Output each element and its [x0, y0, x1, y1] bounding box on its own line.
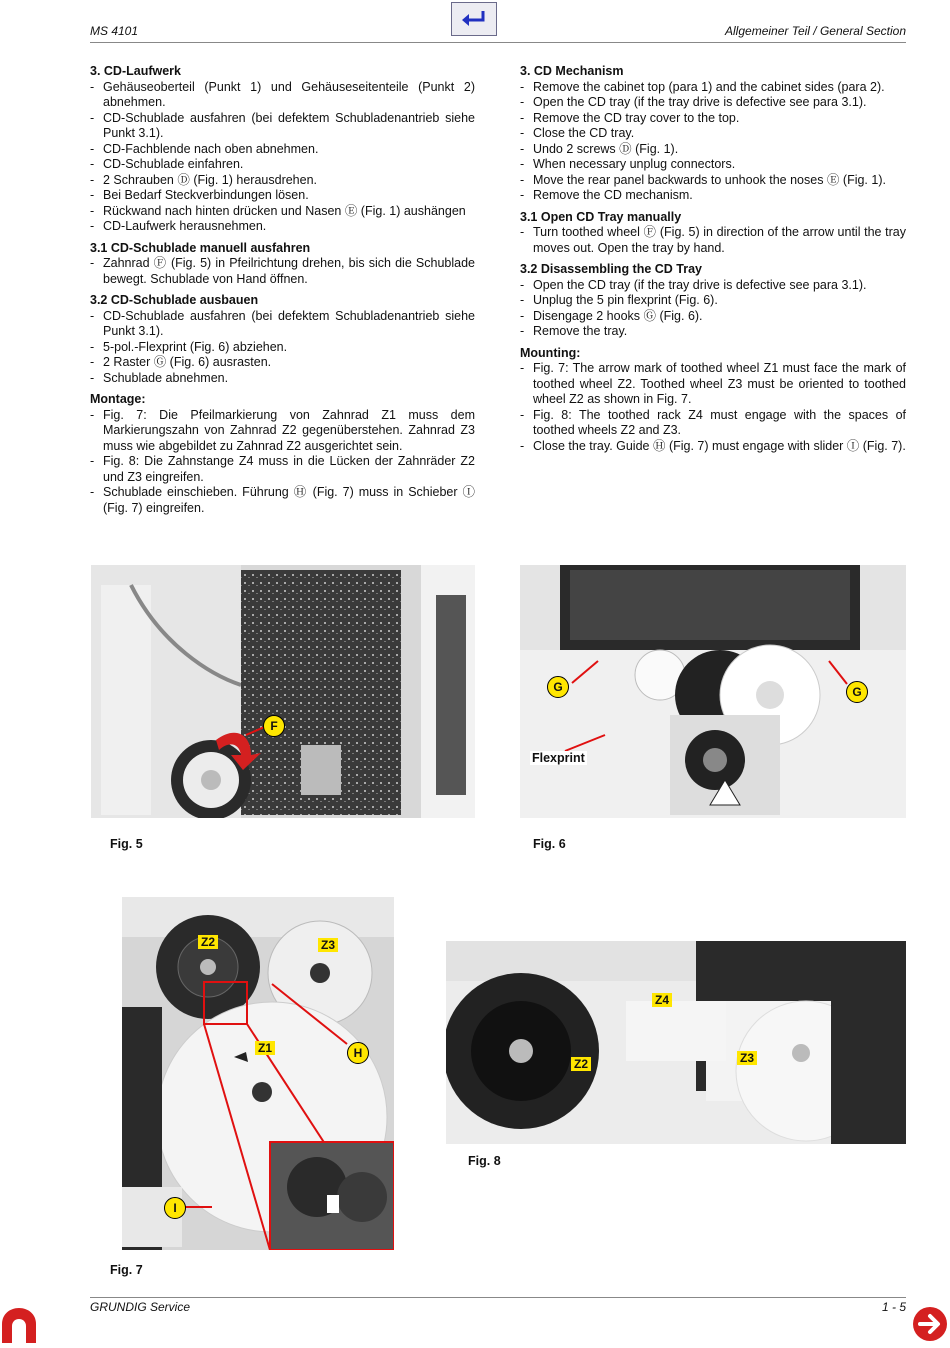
callout-h-label: H — [353, 1046, 363, 1060]
list-item: - Zahnrad Ⓕ (Fig. 5) in Pfeilrichtung drehen, bis sich die Schublade bewegt. Schublade von Hand öffnen. — [90, 256, 475, 287]
label-z3: Z3 — [737, 1051, 757, 1065]
de-heading-montage: Montage: — [90, 392, 146, 406]
label-z2: Z2 — [198, 935, 218, 949]
next-arrow-icon[interactable] — [912, 1306, 948, 1342]
de-list-4 — [90, 408, 475, 517]
de-heading-3-1: 3.1 CD-Schublade manuell ausfahren — [90, 240, 311, 255]
callout-g-left-label: G — [553, 680, 563, 694]
callout-g-right-label: G — [852, 685, 862, 699]
list-item: - Undo 2 screws Ⓓ (Fig. 1). — [520, 142, 906, 158]
header-section: Allgemeiner Teil / General Section — [725, 24, 906, 38]
list-item: - CD-Schublade ausfahren (bei defektem Schubladenantrieb siehe Punkt 3.1). — [90, 111, 475, 142]
en-heading-3-1: 3.1 Open CD Tray manually — [520, 209, 682, 224]
callout-g-right — [846, 681, 868, 703]
en-list-4 — [520, 361, 906, 454]
list-item: - 2 Schrauben Ⓓ (Fig. 1) herausdrehen. — [90, 173, 475, 189]
list-item: - Remove the cabinet top (para 1) and the cabinet sides (para 2). — [520, 80, 906, 96]
list-item: - Bei Bedarf Steckverbindungen lösen. — [90, 188, 475, 204]
list-item: - CD-Laufwerk herausnehmen. — [90, 219, 475, 235]
callout-g-left — [547, 676, 569, 698]
list-item: - CD-Schublade ausfahren (bei defektem Schubladenantrieb siehe Punkt 3.1). — [90, 309, 475, 340]
en-heading-cd-mechanism: 3. CD Mechanism — [520, 64, 624, 78]
de-list-3 — [90, 309, 475, 387]
label-z1: Z1 — [255, 1041, 275, 1055]
label-z3: Z3 — [318, 938, 338, 952]
de-heading-3-2: 3.2 CD-Schublade ausbauen — [90, 293, 259, 307]
list-item: - Fig. 8: The toothed rack Z4 must engage with the spaces of toothed wheels Z2 and Z3. — [520, 408, 906, 439]
de-list-1 — [90, 80, 475, 235]
fig8-photo — [446, 941, 906, 1144]
de-heading-cd-laufwerk: 3. CD-Laufwerk — [90, 64, 181, 78]
label-z4: Z4 — [652, 993, 672, 1007]
callout-f — [263, 715, 285, 737]
list-item: - Schublade abnehmen. — [90, 371, 475, 387]
fig8-caption: Fig. 8 — [468, 1154, 501, 1168]
callout-i — [164, 1197, 186, 1219]
footer-divider — [90, 1297, 906, 1298]
list-item: - Open the CD tray (if the tray drive is defective see para 3.1). — [520, 95, 906, 111]
de-list-2 — [90, 256, 475, 287]
list-item: - Unplug the 5 pin flexprint (Fig. 6). — [520, 293, 906, 309]
list-item: - Fig. 7: The arrow mark of toothed wheel Z1 must face the mark of toothed wheel Z2. Toothed wheel Z3 must be oriented to toothed wheel Z2 as shown in Fig. 7. — [520, 361, 906, 408]
list-item: - 2 Raster Ⓖ (Fig. 6) ausrasten. — [90, 355, 475, 371]
header-divider — [90, 42, 906, 43]
list-item: - Rückwand nach hinten drücken und Nasen Ⓔ (Fig. 1) aushängen — [90, 204, 475, 220]
german-column — [90, 64, 475, 516]
list-item: - Remove the CD mechanism. — [520, 188, 906, 204]
fig6-photo — [520, 565, 906, 818]
list-item: - Move the rear panel backwards to unhook the noses Ⓔ (Fig. 1). — [520, 173, 906, 189]
fig7-photo — [122, 897, 394, 1250]
back-button[interactable] — [451, 2, 497, 36]
list-item: - Remove the CD tray cover to the top. — [520, 111, 906, 127]
en-heading-mounting: Mounting: — [520, 345, 581, 360]
return-arrow-icon — [459, 8, 489, 30]
flexprint-label: Flexprint — [532, 751, 585, 765]
fig5-photo — [91, 565, 475, 818]
list-item: - Close the CD tray. — [520, 126, 906, 142]
list-item: - Fig. 7: Die Pfeilmarkierung von Zahnrad Z1 muss dem Markierungszahn von Zahnrad Z2 gegenüberstehen. Zahnrad Z3 muss wie abgebildet zu Zahnrad Z2 ausgerichtet sein. — [90, 408, 475, 455]
list-item: - Remove the tray. — [520, 324, 906, 340]
callout-i-label: I — [173, 1201, 177, 1215]
fig7-caption: Fig. 7 — [110, 1263, 143, 1277]
list-item: - 5-pol.-Flexprint (Fig. 6) abziehen. — [90, 340, 475, 356]
list-item: - Gehäuseoberteil (Punkt 1) und Gehäuseseitenteile (Punkt 2) abnehmen. — [90, 80, 475, 111]
english-column — [520, 64, 906, 454]
list-item: - Disengage 2 hooks Ⓖ (Fig. 6). — [520, 309, 906, 325]
fig5-caption: Fig. 5 — [110, 837, 143, 851]
list-item: - Close the tray. Guide Ⓗ (Fig. 7) must engage with slider Ⓘ (Fig. 7). — [520, 439, 906, 455]
list-item: - CD-Schublade einfahren. — [90, 157, 475, 173]
list-item: - Fig. 8: Die Zahnstange Z4 muss in die Lücken der Zahnräder Z2 und Z3 eingreifen. — [90, 454, 475, 485]
en-list-1 — [520, 80, 906, 204]
list-item: - CD-Fachblende nach oben abnehmen. — [90, 142, 475, 158]
prev-arrow-icon[interactable] — [0, 1306, 38, 1343]
callout-h — [347, 1042, 369, 1064]
fig6-caption: Fig. 6 — [533, 837, 566, 851]
header-model: MS 4101 — [90, 24, 139, 38]
list-item: - Open the CD tray (if the tray drive is defective see para 3.1). — [520, 278, 906, 294]
list-item: - Schublade einschieben. Führung Ⓗ (Fig. 7) muss in Schieber Ⓘ (Fig. 7) eingreifen. — [90, 485, 475, 516]
label-z2: Z2 — [571, 1057, 591, 1071]
list-item: - Turn toothed wheel Ⓕ (Fig. 5) in direction of the arrow until the tray moves out. Open the tray by hand. — [520, 225, 906, 256]
en-list-2 — [520, 225, 906, 256]
page-number: 1 - 5 — [881, 1300, 906, 1314]
en-heading-3-2: 3.2 Disassembling the CD Tray — [520, 262, 703, 276]
list-item: - When necessary unplug connectors. — [520, 157, 906, 173]
footer-brand: GRUNDIG Service — [90, 1300, 191, 1314]
en-list-3 — [520, 278, 906, 340]
callout-f-label: F — [270, 719, 278, 733]
